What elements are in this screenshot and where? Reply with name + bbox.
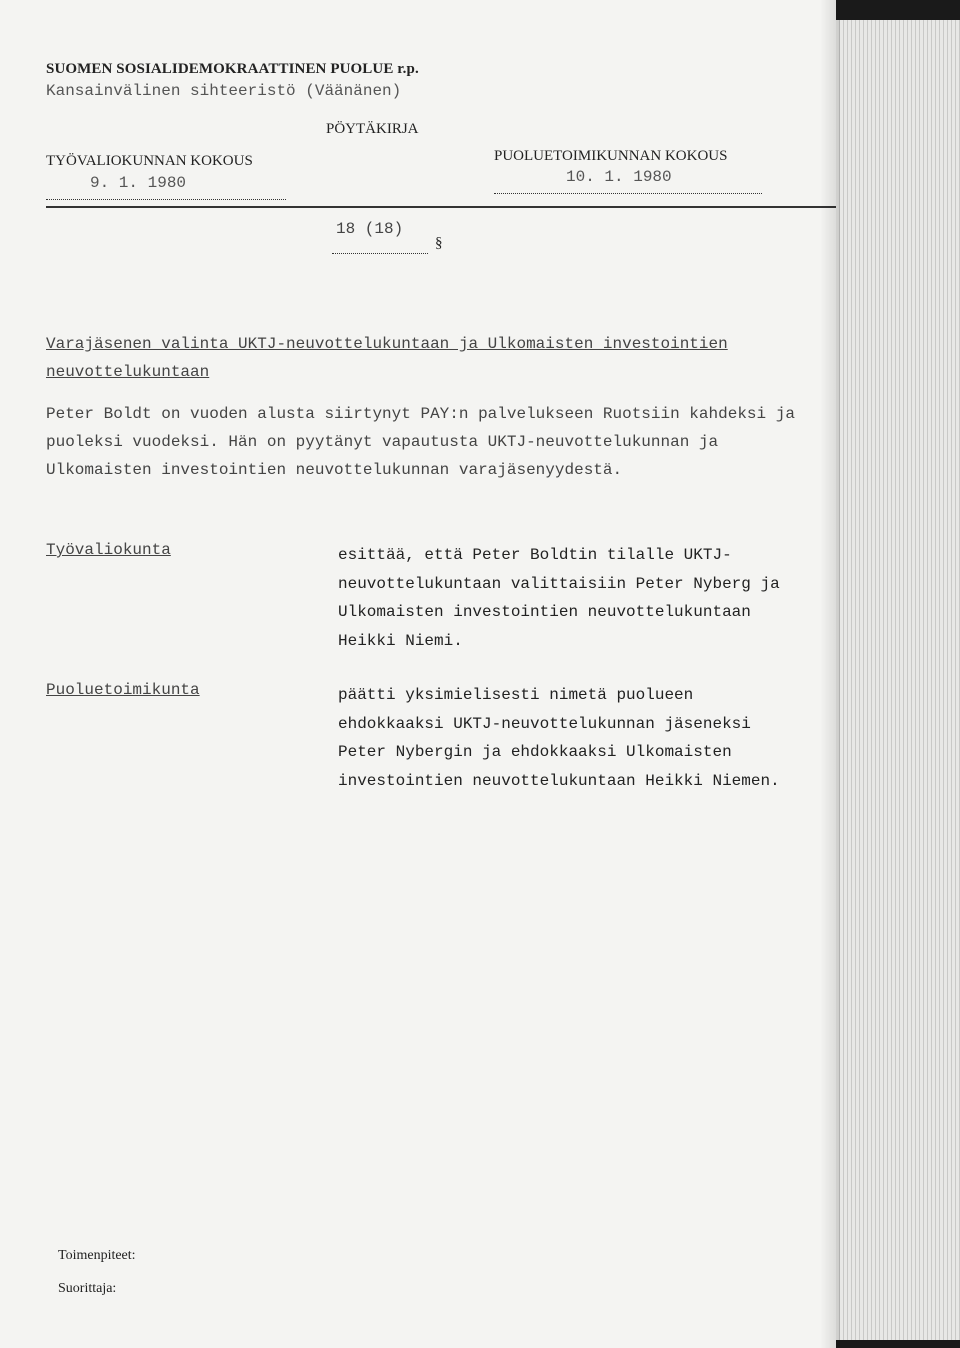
executor-label: Suorittaja: — [58, 1281, 117, 1296]
binding-shadow — [820, 0, 840, 1348]
section-label-tyovaliokunta: Työvaliokunta — [46, 541, 171, 559]
section-label-puoluetoimikunta: Puoluetoimikunta — [46, 681, 200, 699]
section-text-tyovaliokunta: esittää, että Peter Boldtin tilalle UKTJ-neuvottelukuntaan valittaisiin Peter Nyberg ja Ulkomaisten investointien neuvottelukuntaan Heikki Niemi. — [338, 546, 780, 650]
left-date-dotted-line — [46, 199, 286, 200]
left-meeting-title: TYÖVALIOKUNNAN KOKOUS — [46, 153, 253, 169]
department-name: Kansainvälinen sihteeristö (Väänänen) — [46, 82, 402, 100]
right-date-dotted-line — [494, 193, 762, 194]
actions-label: Toimenpiteet: — [58, 1248, 136, 1263]
section-number: 18 (18) — [336, 220, 404, 238]
agenda-heading: Varajäsenen valinta UKTJ-neuvottelukuntaan ja Ulkomaisten investointien neuvottelukuntaan — [46, 335, 728, 381]
document-type: PÖYTÄKIRJA — [326, 121, 419, 137]
left-meeting-date: 9. 1. 1980 — [90, 174, 187, 192]
book-page-edges — [836, 20, 960, 1340]
header-rule — [46, 206, 836, 208]
section-dotted-line — [332, 253, 428, 254]
right-meeting-title: PUOLUETOIMIKUNNAN KOKOUS — [494, 148, 728, 164]
section-sign: § — [435, 235, 443, 251]
section-text-puoluetoimikunta: päätti yksimielisesti nimetä puolueen ehdokkaaksi UKTJ-neuvottelukunnan jäseneksi Peter Nybergin ja ehdokkaaksi Ulkomaisten investointien neuvottelukuntaan Heikki Niemen. — [338, 686, 780, 790]
organization-name: SUOMEN SOSIALIDEMOKRAATTINEN PUOLUE r.p. — [46, 61, 419, 77]
right-meeting-date: 10. 1. 1980 — [566, 168, 672, 186]
intro-paragraph: Peter Boldt on vuoden alusta siirtynyt PAY:n palvelukseen Ruotsiin kahdeksi ja puoleksi vuodeksi. Hän on pyytänyt vapautusta UKTJ-neuvottelukunnan ja Ulkomaisten investointien neuvottelukunnan varajäsenyydestä. — [46, 405, 795, 479]
